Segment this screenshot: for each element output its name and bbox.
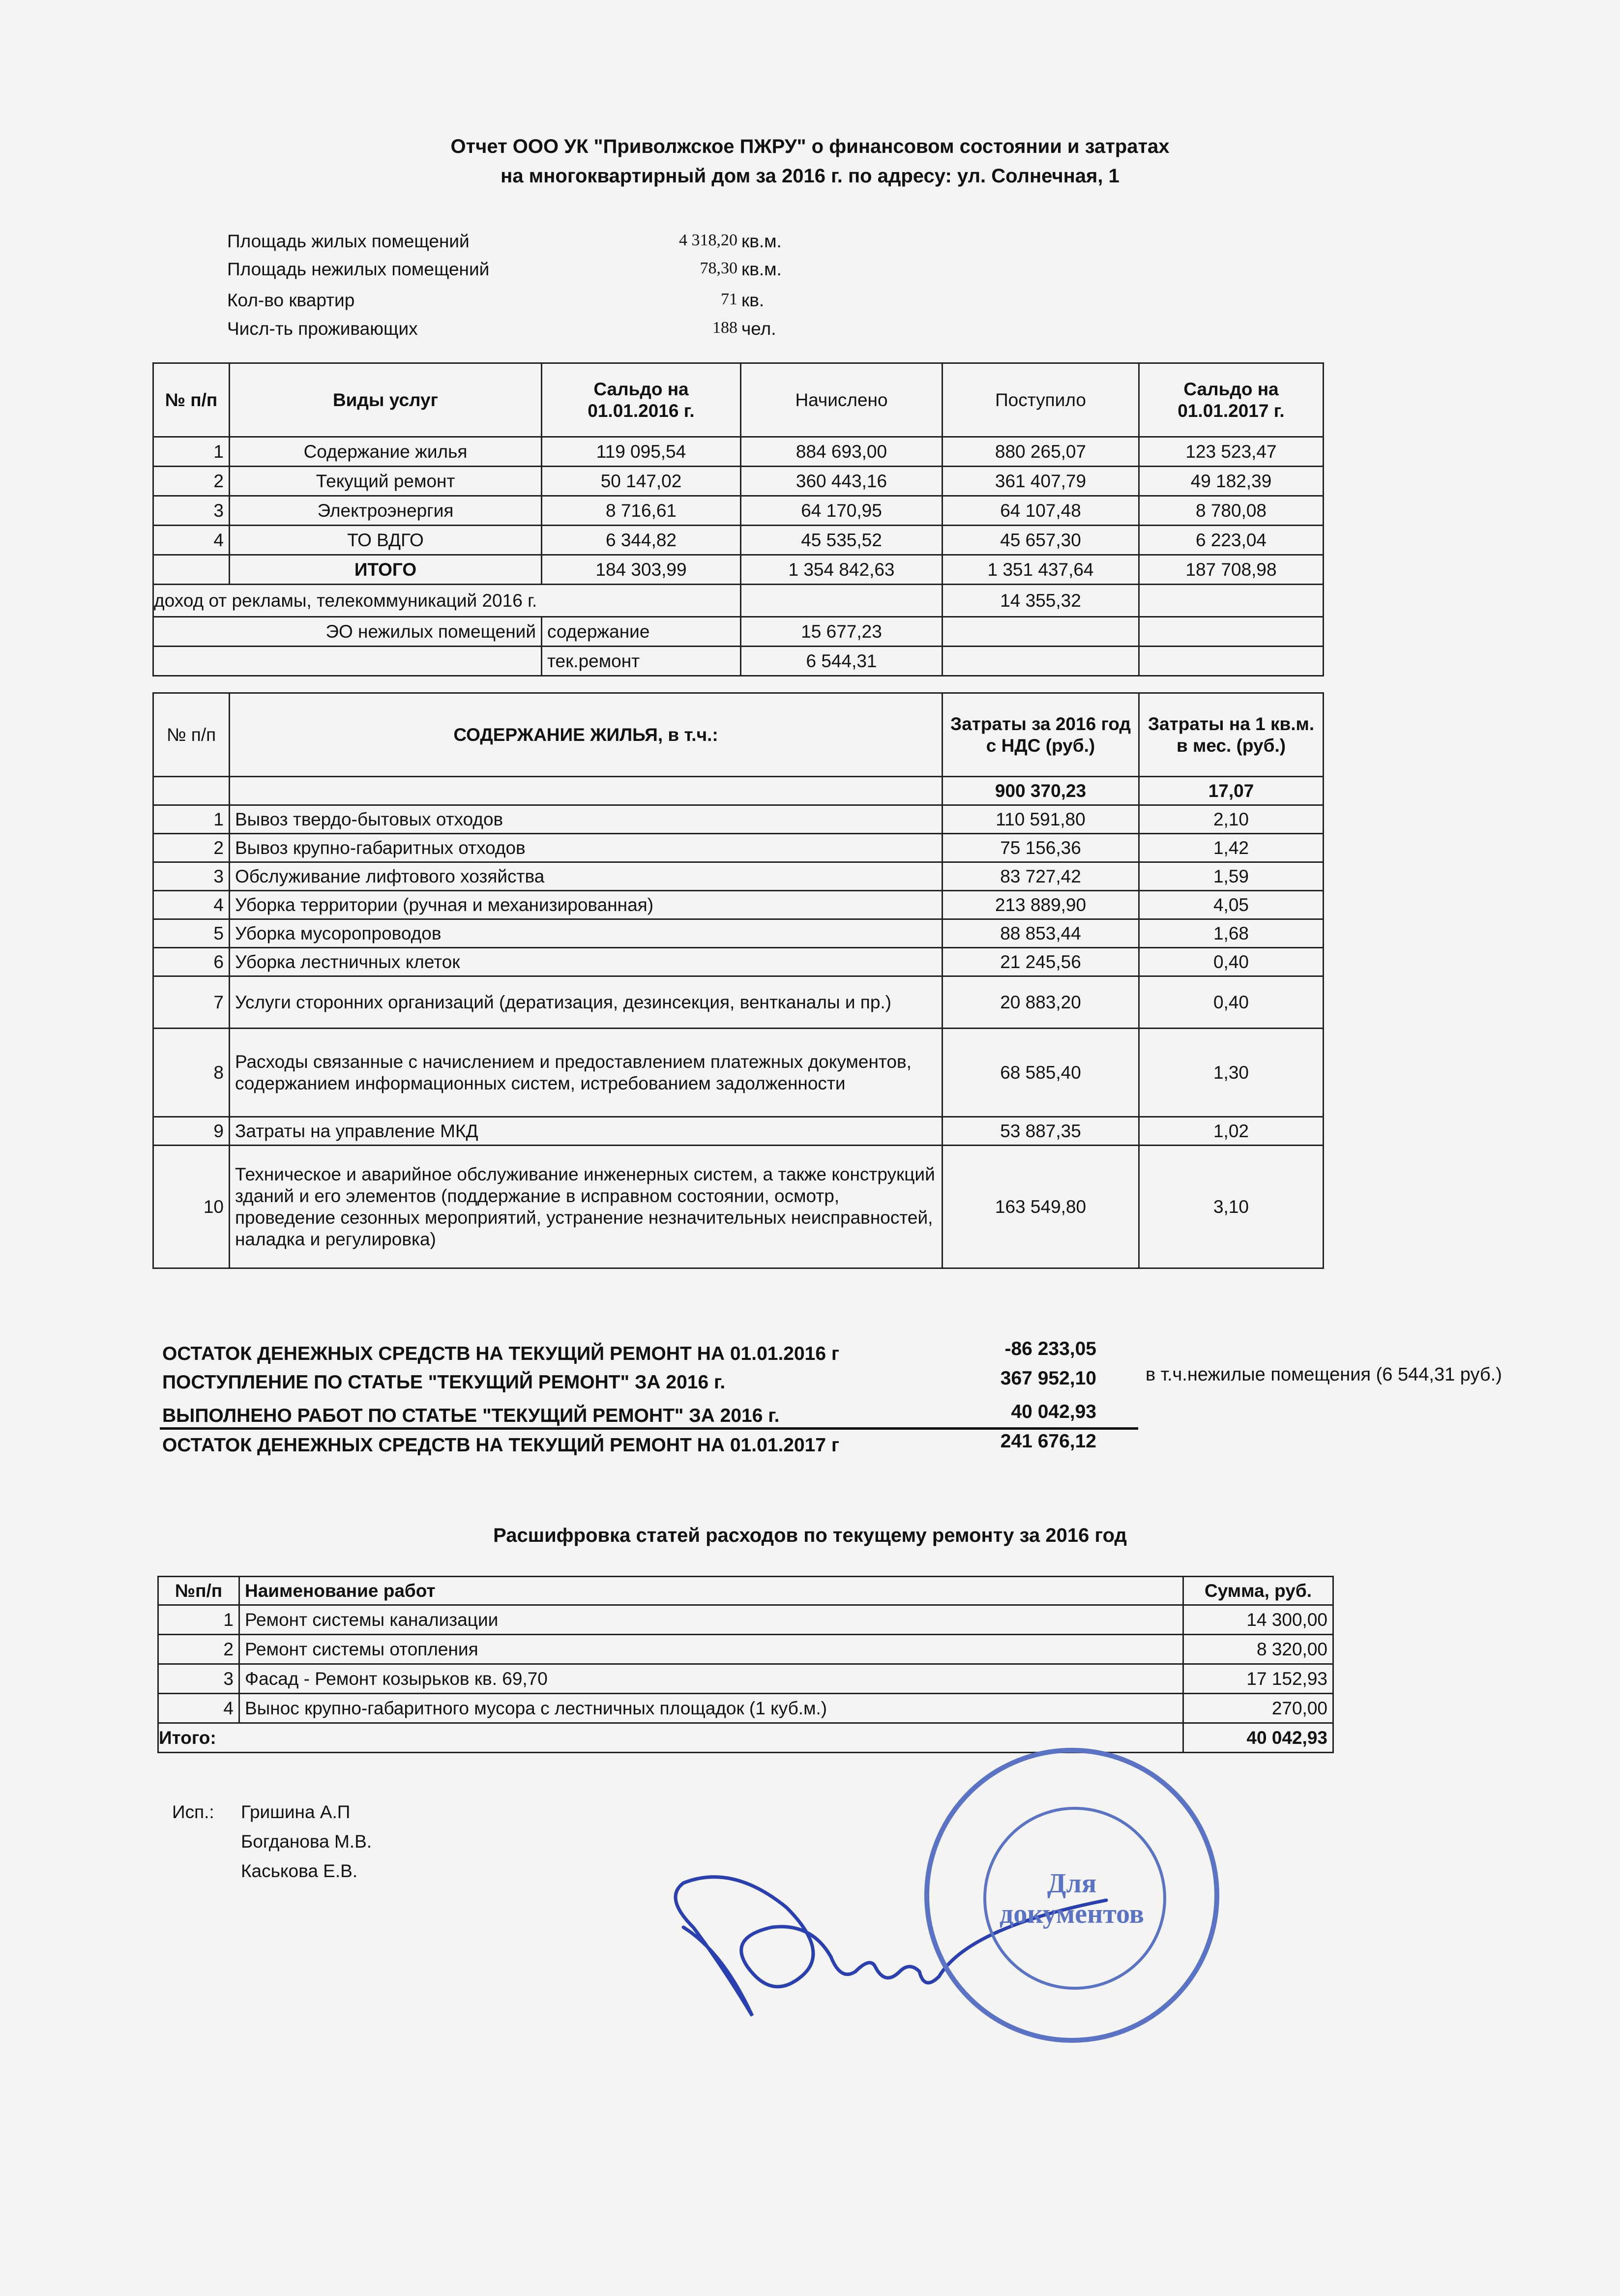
- cell: 7: [153, 976, 230, 1029]
- table-row: [153, 1029, 1324, 1117]
- info-label: Площадь жилых помещений: [227, 231, 470, 251]
- info-value: 4 318,20: [679, 231, 737, 249]
- cell: 83 727,42: [943, 862, 1139, 891]
- cell: 3: [158, 1664, 239, 1694]
- table-row: [158, 1664, 1333, 1694]
- info-unit: кв.м.: [741, 231, 782, 251]
- table-row: [153, 834, 1324, 862]
- cell: 270,00: [1183, 1694, 1333, 1723]
- cell: Фасад - Ремонт козырьков кв. 69,70: [239, 1664, 1183, 1694]
- cell: 361 407,79: [943, 467, 1139, 496]
- cell: 1 354 842,63: [741, 555, 943, 585]
- info-unit: кв.: [741, 290, 765, 310]
- total-label: Итого:: [158, 1723, 1183, 1753]
- info-value: 71: [721, 290, 737, 308]
- cell: 110 591,80: [943, 805, 1139, 834]
- cell: 50 147,02: [542, 467, 741, 496]
- cell: 5: [153, 919, 230, 948]
- cell: 1,42: [1139, 834, 1324, 862]
- col-header: Сальдо на 01.01.2016 г.: [542, 363, 741, 437]
- divider: [160, 1427, 1138, 1430]
- balance-value: -86 233,05: [1004, 1338, 1096, 1359]
- cell: Уборка мусоропроводов: [230, 919, 943, 948]
- cell: Расходы связанные с начислением и предоставлением платежных документов, содержанием информационных систем, истребованием задолженности: [230, 1029, 943, 1117]
- cell: 360 443,16: [741, 467, 943, 496]
- cell: 3: [153, 862, 230, 891]
- cell: 4: [153, 526, 230, 555]
- table-row: [158, 1605, 1333, 1635]
- info-label: Кол-во квартир: [227, 290, 355, 310]
- cell: 1: [153, 437, 230, 467]
- cell: Техническое и аварийное обслуживание инженерных систем, а также конструкций зданий и его элементов (поддержание в исправном состоянии, осмотр, проведение сезонных мероприятий, устранение незначительных неисправностей, наладка и регулировка): [230, 1146, 943, 1268]
- balance-note: в т.ч.нежилые помещения (6 544,31 руб.): [1146, 1364, 1502, 1385]
- cell: 900 370,23: [943, 777, 1139, 805]
- cell: 88 853,44: [943, 919, 1139, 948]
- info-value: 78,30: [700, 259, 737, 277]
- cell: 45 657,30: [943, 526, 1139, 555]
- col-header: Поступило: [943, 363, 1139, 437]
- col-header: Сумма, руб.: [1183, 1577, 1333, 1605]
- executor-name: Гришина А.П: [241, 1802, 351, 1822]
- ad-income-row: [153, 585, 1324, 617]
- cell: 64 107,48: [943, 496, 1139, 526]
- total-label: ИТОГО: [230, 555, 542, 585]
- balance-label: ОСТАТОК ДЕНЕЖНЫХ СРЕДСТВ НА ТЕКУЩИЙ РЕМОНТ НА 01.01.2016 г: [162, 1343, 840, 1364]
- report-title-line1: Отчет ООО УК "Приволжское ПЖРУ" о финансовом состоянии и затратах: [450, 136, 1170, 157]
- cell: 1,68: [1139, 919, 1324, 948]
- col-header: Начислено: [741, 363, 943, 437]
- cell: 21 245,56: [943, 948, 1139, 976]
- cell: Ремонт системы канализации: [239, 1605, 1183, 1635]
- col-header: Сальдо на 01.01.2017 г.: [1139, 363, 1324, 437]
- table-row: [153, 1117, 1324, 1146]
- table-row: [153, 805, 1324, 834]
- cell: 49 182,39: [1139, 467, 1324, 496]
- info-unit: чел.: [741, 319, 776, 339]
- cell: 8 716,61: [542, 496, 741, 526]
- table-row: [153, 891, 1324, 919]
- cell: Вынос крупно-габаритного мусора с лестничных площадок (1 куб.м.): [239, 1694, 1183, 1723]
- total-row: [153, 555, 1324, 585]
- repair-costs-table: [157, 1576, 1334, 1753]
- info-label: Числ-ть проживающих: [227, 319, 418, 339]
- cell: 2: [153, 834, 230, 862]
- cell: 184 303,99: [542, 555, 741, 585]
- balance-label: ВЫПОЛНЕНО РАБОТ ПО СТАТЬЕ "ТЕКУЩИЙ РЕМОНТ" ЗА 2016 г.: [162, 1405, 780, 1426]
- col-header: № п/п: [153, 693, 230, 777]
- eo-value: 15 677,23: [741, 617, 943, 647]
- cell: 1: [153, 805, 230, 834]
- total-row: [153, 777, 1324, 805]
- cell: 64 170,95: [741, 496, 943, 526]
- cell: 1: [158, 1605, 239, 1635]
- cell: Уборка лестничных клеток: [230, 948, 943, 976]
- col-header: Наименование работ: [239, 1577, 1183, 1605]
- table-row: [153, 437, 1324, 467]
- cell: 3: [153, 496, 230, 526]
- cell: 9: [153, 1117, 230, 1146]
- executors-label: Исп.:: [172, 1802, 214, 1822]
- report-title-line2: на многоквартирный дом за 2016 г. по адресу: ул. Солнечная, 1: [501, 165, 1119, 187]
- cell: 8 320,00: [1183, 1635, 1333, 1664]
- company-stamp: [924, 1748, 1219, 2043]
- stamp-text-line1: Для: [1047, 1868, 1097, 1899]
- services-balance-table: [152, 362, 1324, 677]
- cell: Вывоз твердо-бытовых отходов: [230, 805, 943, 834]
- cell: 45 535,52: [741, 526, 943, 555]
- table-row: [153, 948, 1324, 976]
- cell: 20 883,20: [943, 976, 1139, 1029]
- cell: 187 708,98: [1139, 555, 1324, 585]
- cell: Обслуживание лифтового хозяйства: [230, 862, 943, 891]
- col-header: №п/п: [158, 1577, 239, 1605]
- col-header: Затраты на 1 кв.м. в мес. (руб.): [1139, 693, 1324, 777]
- balance-label: ПОСТУПЛЕНИЕ ПО СТАТЬЕ "ТЕКУЩИЙ РЕМОНТ" ЗА 2016 г.: [162, 1372, 726, 1393]
- balance-value: 40 042,93: [1011, 1401, 1096, 1422]
- cell: 0,40: [1139, 976, 1324, 1029]
- cell: 884 693,00: [741, 437, 943, 467]
- cell: 75 156,36: [943, 834, 1139, 862]
- eo-value: 6 544,31: [741, 647, 943, 676]
- cell: Ремонт системы отопления: [239, 1635, 1183, 1664]
- total-row: [158, 1723, 1333, 1753]
- cell: 4,05: [1139, 891, 1324, 919]
- cell: 2,10: [1139, 805, 1324, 834]
- info-unit: кв.м.: [741, 259, 782, 279]
- col-header: № п/п: [153, 363, 230, 437]
- cell: 17,07: [1139, 777, 1324, 805]
- col-header: Затраты за 2016 год с НДС (руб.): [943, 693, 1139, 777]
- eo-kind: тек.ремонт: [542, 647, 741, 676]
- cell: 1,59: [1139, 862, 1324, 891]
- col-header: Виды услуг: [230, 363, 542, 437]
- stamp-text: [929, 1868, 1214, 1929]
- table-row: [153, 467, 1324, 496]
- executor-name: Богданова М.В.: [241, 1831, 372, 1852]
- cell: 1,02: [1139, 1117, 1324, 1146]
- cell: 163 549,80: [943, 1146, 1139, 1268]
- cell: 14 300,00: [1183, 1605, 1333, 1635]
- table-row: [153, 976, 1324, 1029]
- eo-label: ЭО нежилых помещений: [153, 617, 542, 647]
- table-row: [153, 526, 1324, 555]
- cell: 2: [153, 467, 230, 496]
- cell: 4: [153, 891, 230, 919]
- table-row: [153, 862, 1324, 891]
- table-row: [153, 1146, 1324, 1268]
- cell: ТО ВДГО: [230, 526, 542, 555]
- cell: 213 889,90: [943, 891, 1139, 919]
- ad-income-label: доход от рекламы, телекоммуникаций 2016 г.: [153, 585, 741, 617]
- repair-breakdown-title: Расшифровка статей расходов по текущему ремонту за 2016 год: [493, 1525, 1127, 1546]
- table-row: [153, 919, 1324, 948]
- stamp-text-line2: документов: [1000, 1899, 1144, 1929]
- cell: 8 780,08: [1139, 496, 1324, 526]
- info-value: 188: [712, 319, 737, 337]
- cell: 0,40: [1139, 948, 1324, 976]
- executor-name: Каськова Е.В.: [241, 1861, 358, 1881]
- cell: 10: [153, 1146, 230, 1268]
- cell: Затраты на управление МКД: [230, 1117, 943, 1146]
- col-header: СОДЕРЖАНИЕ ЖИЛЬЯ, в т.ч.:: [230, 693, 943, 777]
- table-row: [153, 617, 1324, 647]
- info-label: Площадь нежилых помещений: [227, 259, 490, 279]
- balance-value: 241 676,12: [1000, 1431, 1096, 1452]
- cell: 1 351 437,64: [943, 555, 1139, 585]
- table-row: [153, 496, 1324, 526]
- cell: Вывоз крупно-габаритных отходов: [230, 834, 943, 862]
- cell: 6 344,82: [542, 526, 741, 555]
- table-row: [158, 1635, 1333, 1664]
- cell: 1,30: [1139, 1029, 1324, 1117]
- cell: 6: [153, 948, 230, 976]
- cell: 17 152,93: [1183, 1664, 1333, 1694]
- maintenance-costs-table: [152, 692, 1324, 1269]
- cell: Услуги сторонних организаций (дератизация, дезинсекция, вентканалы и пр.): [230, 976, 943, 1029]
- cell: Текущий ремонт: [230, 467, 542, 496]
- eo-kind: содержание: [542, 617, 741, 647]
- cell: 53 887,35: [943, 1117, 1139, 1146]
- cell: 4: [158, 1694, 239, 1723]
- cell: 68 585,40: [943, 1029, 1139, 1117]
- balance-value: 367 952,10: [1000, 1368, 1096, 1389]
- cell: 123 523,47: [1139, 437, 1324, 467]
- cell: 880 265,07: [943, 437, 1139, 467]
- table-row: [158, 1694, 1333, 1723]
- cell: Электроэнергия: [230, 496, 542, 526]
- cell: Содержание жилья: [230, 437, 542, 467]
- total-value: 40 042,93: [1183, 1723, 1333, 1753]
- balance-label: ОСТАТОК ДЕНЕЖНЫХ СРЕДСТВ НА ТЕКУЩИЙ РЕМОНТ НА 01.01.2017 г: [162, 1435, 840, 1456]
- cell: 3,10: [1139, 1146, 1324, 1268]
- cell: 8: [153, 1029, 230, 1117]
- cell: 119 095,54: [542, 437, 741, 467]
- table-row: [153, 647, 1324, 676]
- ad-income-value: 14 355,32: [943, 585, 1139, 617]
- cell: Уборка территории (ручная и механизированная): [230, 891, 943, 919]
- cell: 2: [158, 1635, 239, 1664]
- cell: 6 223,04: [1139, 526, 1324, 555]
